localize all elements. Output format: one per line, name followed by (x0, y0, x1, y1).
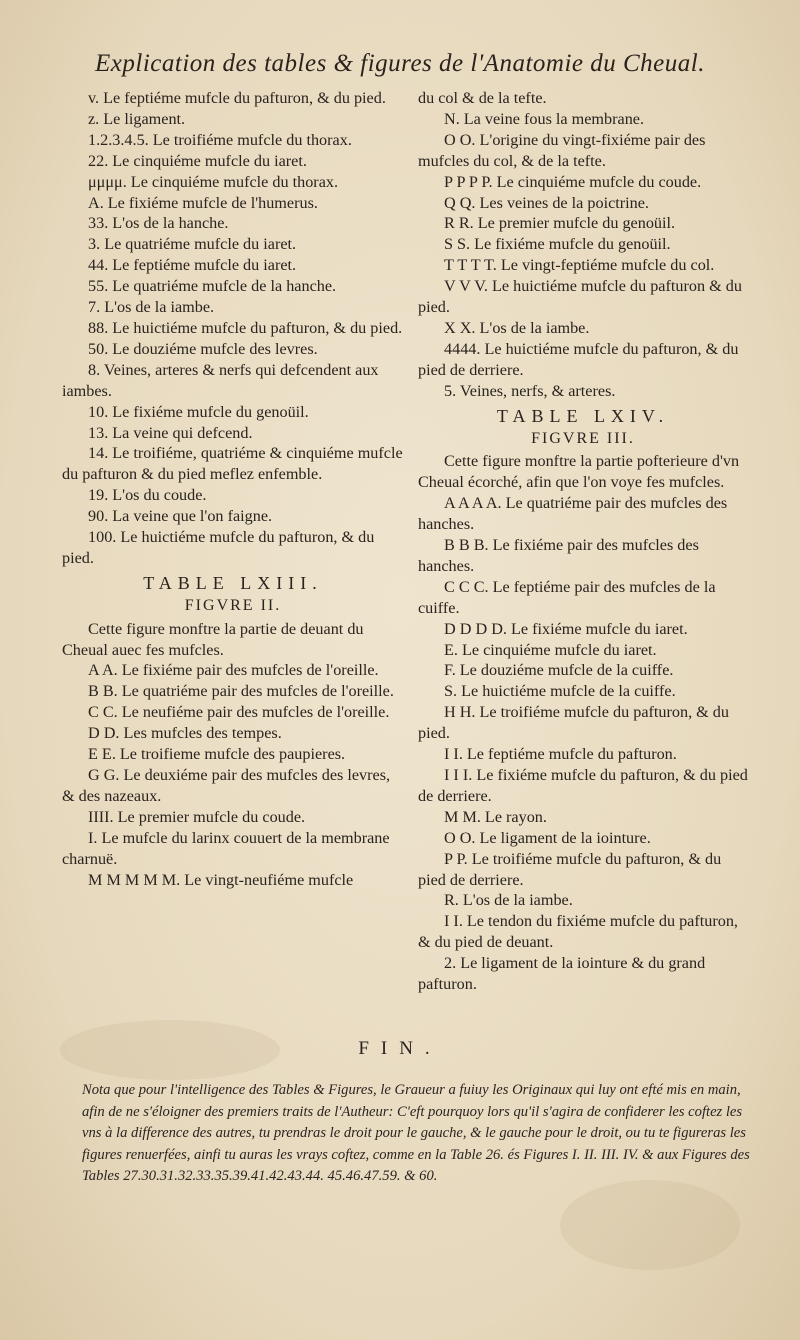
legend-entry: S S. Le fixiéme mufcle du genoüil. (444, 235, 671, 254)
legend-entry: 90. La veine que l'on faigne. (88, 507, 273, 526)
legend-entry: 10. Le fixiéme mufcle du genoüil. (88, 402, 309, 421)
legend-entry: A. Le fixiéme mufcle de l'humerus. (88, 193, 318, 212)
legend-entry: Q Q. Les veines de la poictrine. (444, 193, 649, 212)
table-63-entries (62, 619, 404, 891)
legend-entry: 8. Veines, arteres & nerfs qui defcendent aux iambes. (62, 360, 379, 400)
legend-entry: I. Le mufcle du larinx couuert de la membrane charnuë. (62, 828, 390, 868)
legend-entry: R R. Le premier mufcle du genoüil. (444, 214, 676, 233)
legend-entry: O O. L'origine du vingt-fixiéme pair des mufcles du col, & de la tefte. (418, 130, 706, 170)
legend-entry: A A A A. Le quatriéme pair des mufcles des hanches. (418, 494, 728, 534)
legend-entry: C C C. Le feptiéme pair des mufcles de la cuiffe. (418, 577, 716, 617)
table-63-heading: TABLE LXIII. (143, 572, 323, 593)
legend-entry: 1.2.3.4.5. Le troifiéme mufcle du thorax. (88, 130, 352, 149)
left-column (62, 88, 404, 890)
legend-entry: I I. Le tendon du fixiéme mufcle du pafturon, & du pied de deuant. (418, 912, 738, 952)
legend-entry: I I. Le feptiéme mufcle du pafturon. (444, 745, 677, 764)
legend-entry: 44. Le feptiéme mufcle du iaret. (88, 256, 297, 275)
fin-mark: FIN. (358, 1038, 442, 1059)
legend-entry: Cette figure monftre la partie de deuant du Cheual auec fes mufcles. (62, 619, 364, 659)
legend-entry: F. Le douziéme mufcle de la cuiffe. (444, 661, 674, 680)
legend-entry: 100. Le huictiéme mufcle du pafturon, & du pied. (62, 528, 375, 567)
legend-entry: 13. La veine qui defcend. (88, 423, 253, 442)
legend-entry: G G. Le deuxiéme pair des mufcles des levres, & des nazeaux. (62, 766, 391, 805)
legend-entry: 50. Le douziéme mufcle des levres. (88, 339, 318, 358)
legend-entry: 2. Le ligament de la iointure & du grand pafturon. (418, 954, 706, 994)
table-64-heading: TABLE LXIV. (496, 405, 670, 426)
legend-entry: M M. Le rayon. (444, 807, 547, 826)
legend-entry: 5. Veines, nerfs, & arteres. (444, 381, 616, 400)
legend-entry: E. Le cinquiéme mufcle du iaret. (444, 640, 657, 659)
legend-entry: P P. Le troifiéme mufcle du pafturon, & du pied de derriere. (418, 849, 722, 889)
legend-entry: B B. Le quatriéme pair des mufcles de l'oreille. (88, 682, 394, 701)
legend-entry: 88. Le huictiéme mufcle du pafturon, & du pied. (88, 318, 403, 337)
legend-entry: 22. Le cinquiéme mufcle du iaret. (88, 151, 307, 170)
legend-entry: 4444. Le huictiéme mufcle du pafturon, & du pied de derriere. (418, 339, 739, 379)
legend-entry: V V V. Le huictiéme mufcle du pafturon & du pied. (418, 277, 742, 317)
legend-entry: X X. L'os de la iambe. (444, 318, 590, 337)
legend-entry: D D. Les mufcles des tempes. (88, 724, 282, 743)
legend-entry: B B B. Le fixiéme pair des mufcles des hanches. (418, 536, 699, 575)
legend-entry: O O. Le ligament de la iointure. (444, 828, 651, 847)
running-head: Explication des tables & figures de l'Anatomie du Cheual. (95, 50, 705, 77)
legend-entry: 19. L'os du coude. (88, 486, 207, 505)
legend-entry: 55. Le quatriéme mufcle de la hanche. (88, 277, 337, 296)
legend-entry: I I I. Le fixiéme mufcle du pafturon, & du pied de derriere. (418, 766, 748, 805)
legend-entry: du col & de la tefte. (418, 89, 547, 107)
table-64-entries (418, 451, 748, 995)
legend-entry: μμμμ. Le cinquiéme mufcle du thorax. (88, 172, 339, 191)
legend-entry: E E. Le troifieme mufcle des paupieres. (88, 745, 346, 764)
legend-entry: z. Le ligament. (88, 109, 186, 128)
legend-entry: T T T T. Le vingt-feptiéme mufcle du col. (444, 256, 715, 275)
legend-entry: P P P P. Le cinquiéme mufcle du coude. (444, 172, 702, 191)
right-column (418, 88, 748, 995)
legend-entry: Cette figure monftre la partie pofterieure d'vn Cheual écorché, afin que l'on voye fes mufcles. (418, 452, 740, 492)
legend-entry: 3. Le quatriéme mufcle du iaret. (88, 235, 297, 254)
legend-entry: 33. L'os de la hanche. (88, 214, 229, 233)
left-entries (62, 88, 404, 569)
table-63-subheading: FIGVRE II. (184, 596, 282, 614)
legend-entry: N. La veine fous la membrane. (444, 109, 645, 128)
legend-entry: M M M M M. Le vingt-neufiéme mufcle (88, 870, 354, 889)
legend-entry: S. Le huictiéme mufcle de la cuiffe. (444, 682, 676, 701)
legend-entry: A A. Le fixiéme pair des mufcles de l'oreille. (88, 661, 379, 680)
legend-entry: 14. Le troifiéme, quatriéme & cinquiéme mufcle du pafturon & du pied meflez enfemble. (62, 444, 403, 484)
legend-entry: D D D D. Le fixiéme mufcle du iaret. (444, 619, 688, 638)
legend-entry: 7. L'os de la iambe. (88, 298, 215, 317)
legend-entry: v. Le feptiéme mufcle du pafturon, & du pied. (88, 89, 386, 107)
right-entries (418, 88, 748, 402)
legend-entry: C C. Le neufiéme pair des mufcles de l'oreille. (88, 703, 390, 722)
legend-entry: R. L'os de la iambe. (444, 891, 573, 910)
table-64-subheading: FIGVRE III. (531, 429, 635, 447)
engraver-note: Nota que pour l'intelligence des Tables & Figures, le Graueur a fuiuy les Originaux qui luy ont efté mis en main, afin de ne s'éloigner des premiers traits de l'Autheur: C'eft pourquoy lors qu'il s'agira de confiderer les coftez les vns à la difference des autres, tu prendras le droit pour le gauche, & le gauche pour le droit, ou tu te figureras les figures renuerfées, ainfi tu auras les vrays coftez, comme en la Table 26. és Figures I. II. III. IV. & aux Figures des Tables 27.30.31.32.33.35.39.41.42.43.44. 45.46.47.59. & 60. (82, 1082, 750, 1184)
legend-entry: H H. Le troifiéme mufcle du pafturon, & du pied. (418, 703, 729, 743)
paper-stain (560, 1180, 740, 1270)
legend-entry: IIII. Le premier mufcle du coude. (88, 807, 306, 826)
